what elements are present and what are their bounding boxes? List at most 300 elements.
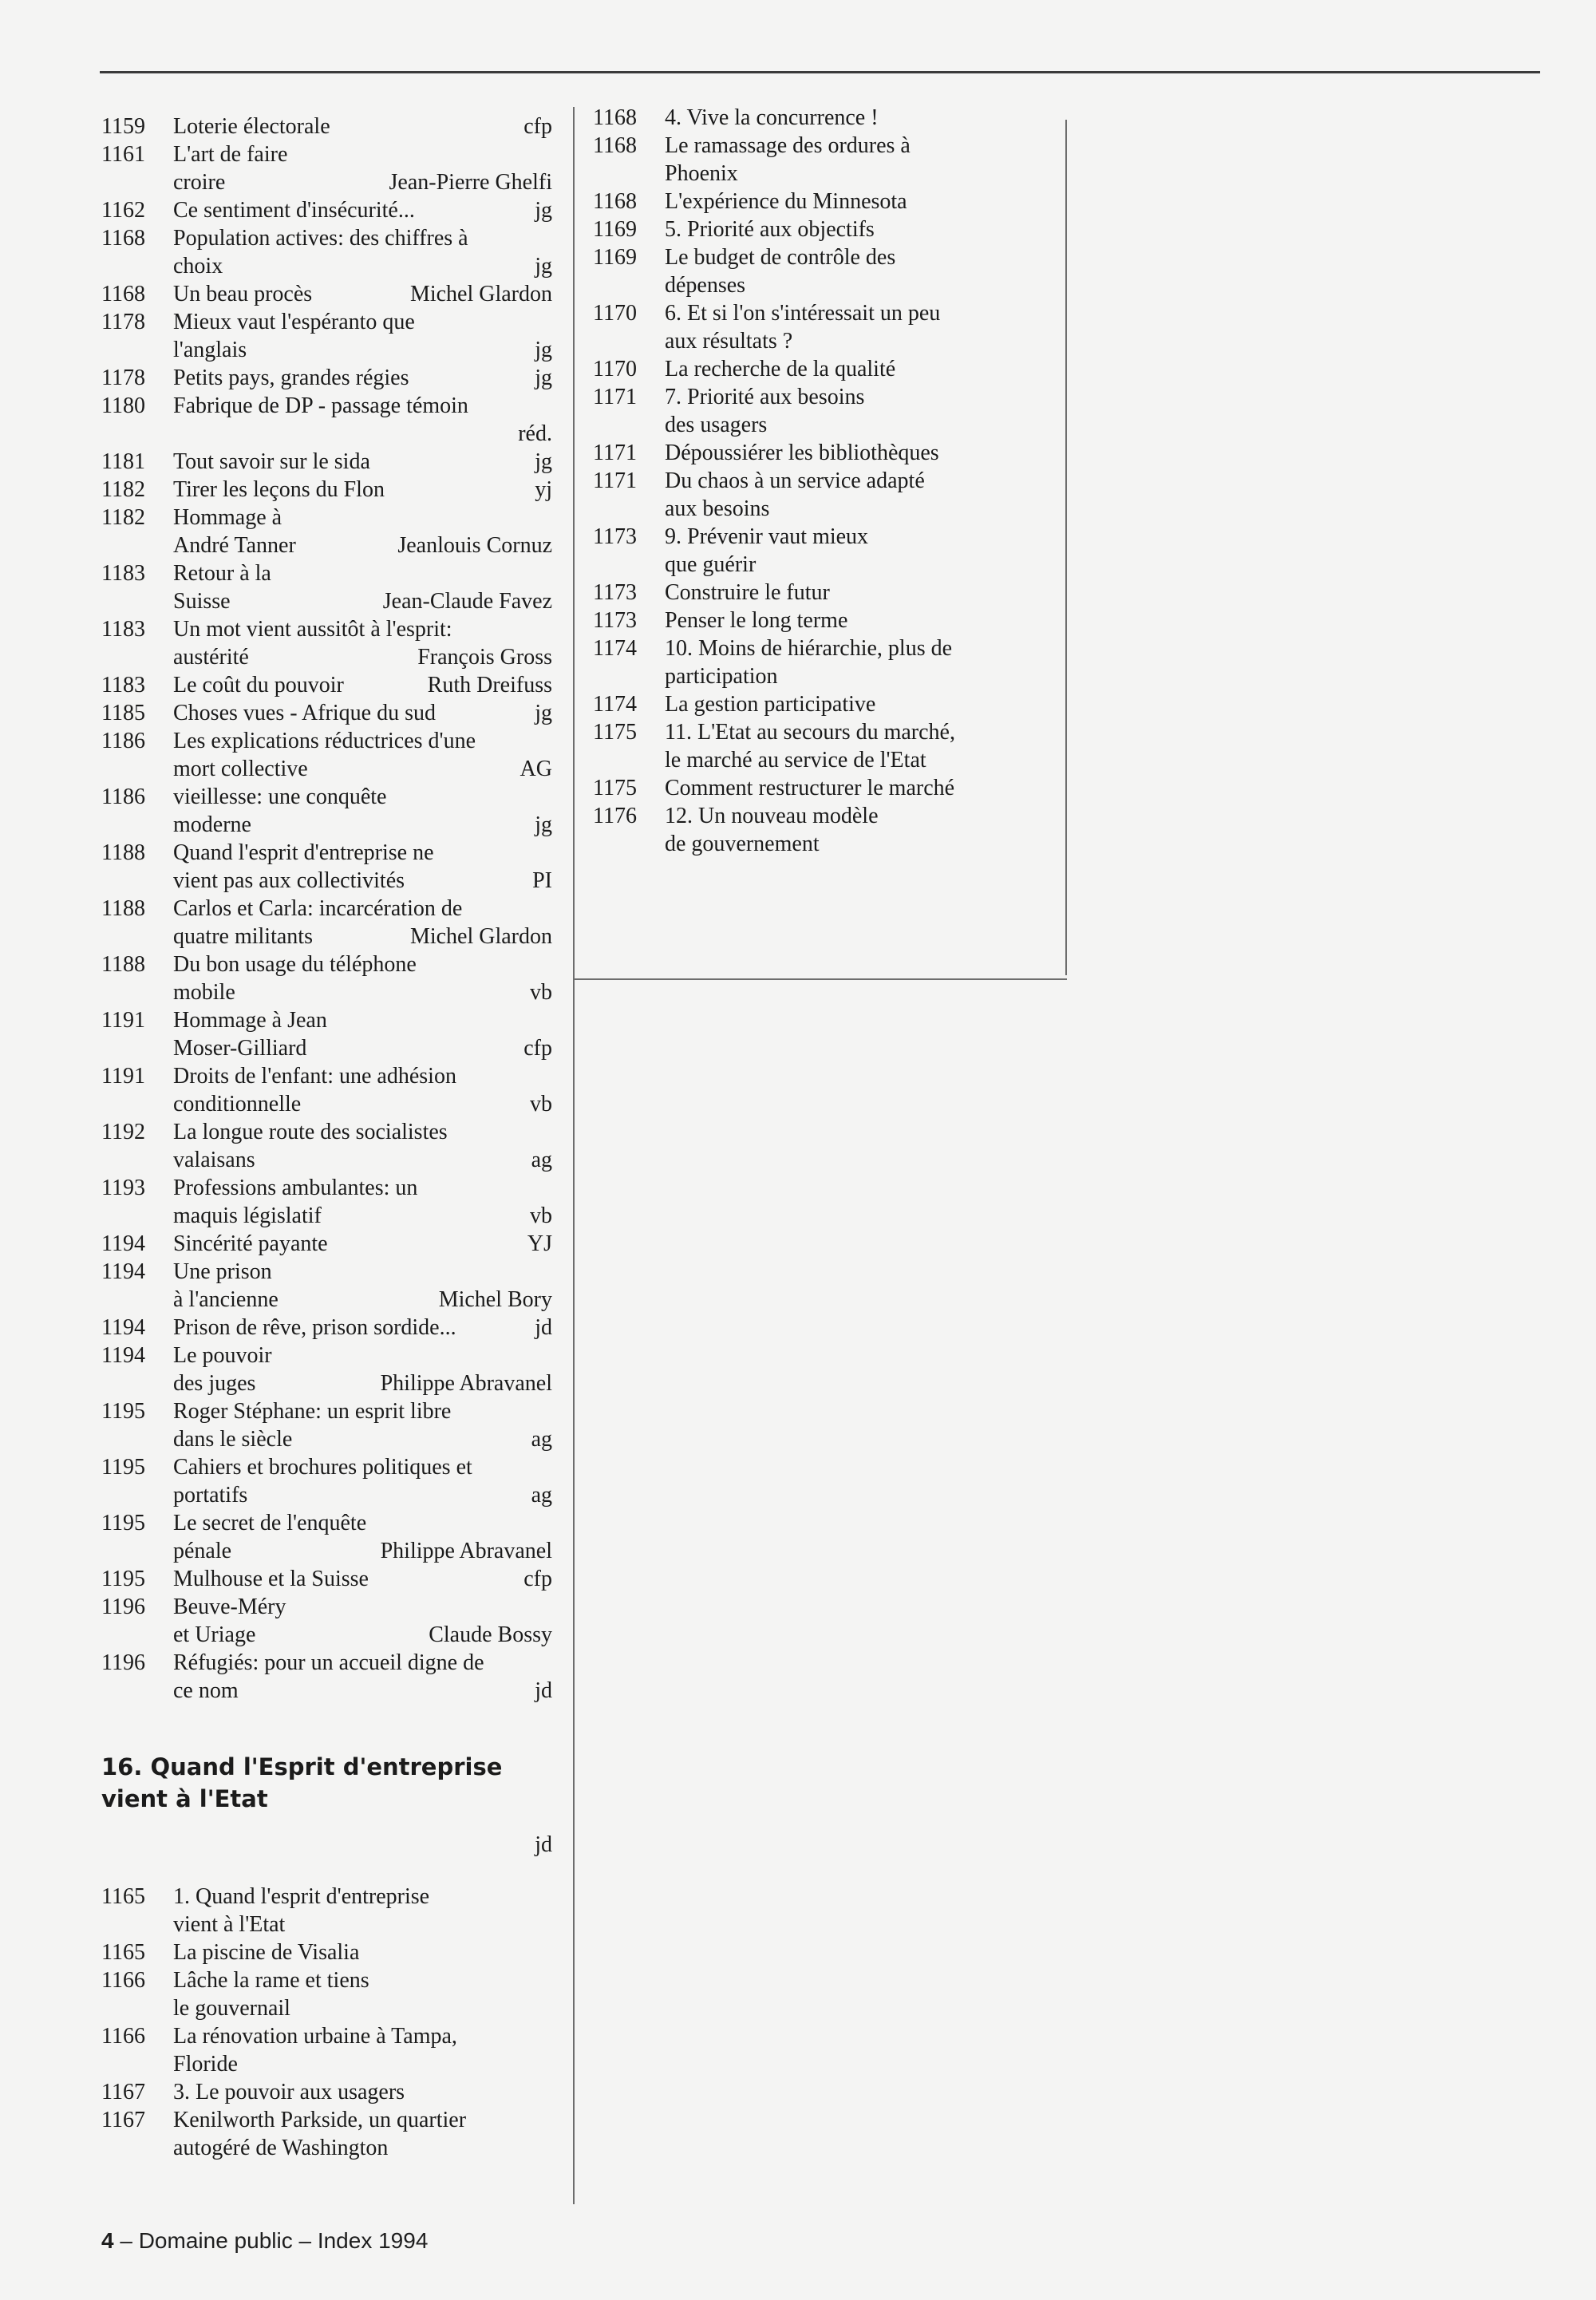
entry-text (173, 140, 552, 196)
entry-text (173, 280, 552, 308)
issue-number: 1171 (593, 385, 637, 409)
article-author: Ruth Dreifuss (427, 673, 552, 698)
article-author: François Gross (417, 645, 552, 670)
index-entry (101, 113, 552, 140)
entry-line (173, 420, 552, 448)
issue-number: 1191 (101, 1064, 145, 1089)
entry-line (665, 662, 1044, 690)
issue-number: 1183 (101, 561, 145, 586)
article-title: Mieux vaut l'espéranto que (173, 310, 415, 334)
index-entry (593, 718, 1044, 774)
index-entry (593, 355, 1044, 383)
issue-number: 1174 (593, 636, 637, 661)
article-author: jd (535, 1678, 552, 1703)
article-title: Tout savoir sur le sida (173, 449, 370, 474)
issue-number: 1194 (101, 1259, 145, 1284)
issue-number: 1165 (101, 1884, 145, 1909)
article-author: vb (530, 980, 552, 1005)
entry-line (665, 355, 1044, 383)
entry-line (665, 271, 1044, 299)
issue-number: 1167 (101, 2080, 145, 2104)
section-author: jd (535, 1832, 552, 1857)
entry-line (173, 699, 552, 727)
article-title: Suisse (173, 589, 231, 614)
issue-number: 1180 (101, 393, 145, 418)
article-title: Construire le futur (665, 580, 830, 605)
article-author: vb (530, 1203, 552, 1228)
issue-number: 1188 (101, 840, 145, 865)
article-title: Population actives: des chiffres à (173, 226, 468, 251)
box-bottom-rule (575, 978, 1067, 980)
section-index-list (101, 1883, 552, 2162)
article-title: Hommage à (173, 505, 282, 530)
entry-line (173, 811, 552, 839)
entry-text (173, 950, 552, 1006)
issue-number: 1185 (101, 701, 145, 725)
entry-line (665, 802, 1044, 830)
index-entry (101, 224, 552, 280)
issue-number: 1181 (101, 449, 145, 474)
index-entry (593, 579, 1044, 607)
article-title: autogéré de Washington (173, 2136, 389, 2160)
issue-number: 1161 (101, 142, 145, 167)
article-author: cfp (523, 1567, 552, 1591)
entry-text (173, 727, 552, 783)
entry-text (173, 1118, 552, 1174)
entry-line (173, 727, 552, 755)
index-entry (101, 2106, 552, 2162)
entry-line (173, 1994, 552, 2022)
issue-number: 1168 (593, 189, 637, 214)
index-entry (101, 364, 552, 392)
issue-number: 1171 (593, 441, 637, 465)
entry-line (173, 643, 552, 671)
article-author: jg (535, 366, 552, 390)
index-entry (101, 783, 552, 839)
article-author: AG (519, 757, 552, 781)
article-title: vient à l'Etat (173, 1912, 286, 1937)
article-title: Du bon usage du téléphone (173, 952, 417, 977)
index-entry (101, 1397, 552, 1453)
article-title: vient pas aux collectivités (173, 868, 405, 893)
article-title: mort collective (173, 757, 308, 781)
index-list-continued (593, 104, 1044, 858)
entry-line (665, 634, 1044, 662)
article-title: vieillesse: une conquête (173, 784, 387, 809)
entry-line (665, 607, 1044, 634)
article-title: Un mot vient aussitôt à l'esprit: (173, 617, 452, 642)
index-entry (101, 1314, 552, 1342)
article-title: La gestion participative (665, 692, 876, 717)
entry-text (173, 1593, 552, 1649)
issue-number: 1168 (593, 133, 637, 158)
issue-number: 1175 (593, 720, 637, 745)
entry-line (665, 523, 1044, 551)
entry-line (173, 2106, 552, 2134)
entry-text (665, 607, 1044, 634)
index-entry (101, 448, 552, 476)
index-entry (101, 1118, 552, 1174)
article-author: jg (535, 254, 552, 279)
entry-text (173, 2078, 552, 2106)
index-entry (593, 215, 1044, 243)
index-entry (101, 2078, 552, 2106)
entry-line (173, 1565, 552, 1593)
entry-line (173, 140, 552, 168)
article-author: cfp (523, 114, 552, 139)
article-title: conditionnelle (173, 1092, 302, 1116)
article-title: 3. Le pouvoir aux usagers (173, 2080, 405, 2104)
index-entry (101, 1453, 552, 1509)
entry-line (665, 774, 1044, 802)
issue-number: 1171 (593, 468, 637, 493)
entry-text (173, 1230, 552, 1258)
article-title: participation (665, 664, 778, 689)
issue-number: 1170 (593, 301, 637, 326)
entry-line (665, 718, 1044, 746)
entry-line (173, 1118, 552, 1146)
entry-line (173, 1537, 552, 1565)
index-entry (593, 774, 1044, 802)
article-title: des juges (173, 1371, 256, 1396)
index-entry (593, 383, 1044, 439)
entry-line (665, 411, 1044, 439)
issue-number: 1170 (593, 357, 637, 381)
entry-line (665, 551, 1044, 579)
entry-line (173, 2078, 552, 2106)
entry-line (665, 746, 1044, 774)
section-title: 16. Quand l'Esprit d'entreprise vient à l'Etat (101, 1753, 503, 1812)
entry-line (173, 1911, 552, 1938)
index-entry (593, 299, 1044, 355)
entry-line (173, 1174, 552, 1202)
article-title: 9. Prévenir vaut mieux (665, 524, 869, 549)
index-entry (101, 476, 552, 504)
entry-line (173, 1649, 552, 1677)
index-entry (593, 802, 1044, 858)
entry-line (173, 168, 552, 196)
article-title: Le ramassage des ordures à (665, 133, 911, 158)
article-title: dépenses (665, 273, 746, 298)
issue-number: 1178 (101, 366, 145, 390)
entry-text (173, 1174, 552, 1230)
article-title: Mulhouse et la Suisse (173, 1567, 369, 1591)
entry-line (173, 364, 552, 392)
index-entry (101, 2022, 552, 2078)
issue-number: 1188 (101, 896, 145, 921)
index-entry (101, 1174, 552, 1230)
article-author: réd. (518, 421, 552, 446)
index-entry (101, 1509, 552, 1565)
entry-line (173, 950, 552, 978)
issue-number: 1186 (101, 784, 145, 809)
entry-text (173, 1397, 552, 1453)
index-entry (101, 839, 552, 895)
entry-line (173, 1453, 552, 1481)
index-entry (593, 132, 1044, 188)
issue-number: 1176 (593, 804, 637, 828)
index-entry (101, 615, 552, 671)
footer-text: – Domaine public – Index 1994 (113, 2228, 429, 2253)
entry-line (173, 1286, 552, 1314)
entry-text (665, 355, 1044, 383)
article-title: maquis législatif (173, 1203, 322, 1228)
entry-line (173, 504, 552, 532)
article-title: Le coût du pouvoir (173, 673, 344, 698)
entry-line (173, 671, 552, 699)
article-title: 7. Priorité aux besoins (665, 385, 865, 409)
entry-text (665, 215, 1044, 243)
entry-line (173, 615, 552, 643)
entry-line (665, 383, 1044, 411)
entry-line (665, 160, 1044, 188)
article-title: Professions ambulantes: un (173, 1176, 418, 1200)
entry-text (665, 383, 1044, 439)
article-title: Comment restructurer le marché (665, 776, 955, 800)
entry-line (173, 1397, 552, 1425)
index-entry (593, 467, 1044, 523)
issue-number: 1195 (101, 1511, 145, 1535)
article-title: à l'ancienne (173, 1287, 279, 1312)
article-title: quatre militants (173, 924, 313, 949)
issue-number: 1169 (593, 245, 637, 270)
entry-text (173, 1966, 552, 2022)
entry-line (173, 1062, 552, 1090)
article-title: Loterie électorale (173, 114, 330, 139)
entry-text (173, 671, 552, 699)
index-entry (101, 699, 552, 727)
article-title: Roger Stéphane: un esprit libre (173, 1399, 452, 1424)
article-title: 1. Quand l'esprit d'entreprise (173, 1884, 430, 1909)
article-author: Philippe Abravanel (380, 1539, 552, 1563)
entry-line (665, 104, 1044, 132)
article-title: 6. Et si l'on s'intéressait un peu (665, 301, 941, 326)
entry-line (173, 1621, 552, 1649)
entry-line (173, 783, 552, 811)
index-entry (101, 1565, 552, 1593)
index-entry (101, 1062, 552, 1118)
article-title: Phoenix (665, 161, 738, 186)
index-entry (101, 140, 552, 196)
issue-number: 1191 (101, 1008, 145, 1033)
index-entry (101, 1593, 552, 1649)
entry-text (173, 1342, 552, 1397)
entry-line (173, 1230, 552, 1258)
article-author: jg (535, 198, 552, 223)
index-entry (101, 895, 552, 950)
entry-line (173, 1006, 552, 1034)
article-title: Les explications réductrices d'une (173, 729, 476, 753)
entry-text (173, 1258, 552, 1314)
index-entry (593, 243, 1044, 299)
article-author: Jean-Claude Favez (382, 589, 552, 614)
index-entry (101, 671, 552, 699)
issue-number: 1182 (101, 477, 145, 502)
article-title: Hommage à Jean (173, 1008, 327, 1033)
article-title: que guérir (665, 552, 757, 577)
entry-text (665, 690, 1044, 718)
index-entry (101, 392, 552, 448)
entry-text (173, 2106, 552, 2162)
issue-number: 1173 (593, 524, 637, 549)
article-author: Michel Bory (438, 1287, 552, 1312)
entry-text (665, 774, 1044, 802)
entry-line (173, 476, 552, 504)
entry-line (173, 1425, 552, 1453)
article-author: jg (535, 812, 552, 837)
article-title: 10. Moins de hiérarchie, plus de (665, 636, 953, 661)
entry-line (173, 224, 552, 252)
entry-text (173, 504, 552, 559)
index-entry (101, 196, 552, 224)
entry-line (173, 392, 552, 420)
issue-number: 1173 (593, 608, 637, 633)
index-entry (101, 1938, 552, 1966)
entry-text (173, 783, 552, 839)
right-column-divider (1065, 120, 1067, 975)
entry-text (173, 308, 552, 364)
issue-number: 1193 (101, 1176, 145, 1200)
entry-text (173, 392, 552, 448)
article-title: La longue route des socialistes (173, 1120, 448, 1144)
article-title: André Tanner (173, 533, 296, 558)
entry-line (173, 978, 552, 1006)
article-title: Quand l'esprit d'entreprise ne (173, 840, 434, 865)
issue-number: 1168 (101, 282, 145, 306)
article-title: 11. L'Etat au secours du marché, (665, 720, 955, 745)
article-title: Réfugiés: pour un accueil digne de (173, 1650, 484, 1675)
article-title: Cahiers et brochures politiques et (173, 1455, 472, 1480)
article-author: PI (532, 868, 552, 893)
index-entry (101, 1258, 552, 1314)
entry-text (173, 448, 552, 476)
article-title: dans le siècle (173, 1427, 293, 1452)
entry-line (173, 1677, 552, 1705)
entry-line (173, 532, 552, 559)
entry-text (173, 839, 552, 895)
entry-text (173, 615, 552, 671)
issue-number: 1178 (101, 310, 145, 334)
entry-line (173, 587, 552, 615)
entry-text (173, 559, 552, 615)
entry-line (665, 243, 1044, 271)
article-title: austérité (173, 645, 249, 670)
entry-text (665, 467, 1044, 523)
index-entry (593, 607, 1044, 634)
entry-line (173, 1146, 552, 1174)
entry-text (665, 579, 1044, 607)
article-title: moderne (173, 812, 251, 837)
entry-line (173, 839, 552, 867)
entry-line (173, 1258, 552, 1286)
left-column (101, 113, 552, 2162)
issue-number: 1166 (101, 2024, 145, 2049)
entry-line (173, 1342, 552, 1369)
entry-text (173, 476, 552, 504)
index-entry (101, 1649, 552, 1705)
entry-line (173, 755, 552, 783)
article-title: Un beau procès (173, 282, 313, 306)
issue-number: 1162 (101, 198, 145, 223)
entry-line (173, 1509, 552, 1537)
entry-text (173, 2022, 552, 2078)
issue-number: 1168 (593, 105, 637, 130)
entry-line (173, 1314, 552, 1342)
index-entry (101, 280, 552, 308)
entry-line (665, 299, 1044, 327)
entry-text (665, 439, 1044, 467)
article-author: vb (530, 1092, 552, 1116)
entry-text (173, 1314, 552, 1342)
entry-line (173, 252, 552, 280)
article-author: jg (535, 701, 552, 725)
entry-line (173, 448, 552, 476)
entry-line (665, 188, 1044, 215)
article-author: YJ (527, 1231, 552, 1256)
entry-line (173, 1883, 552, 1911)
entry-text (173, 364, 552, 392)
article-author: ag (531, 1427, 552, 1452)
entry-text (665, 718, 1044, 774)
article-title: le marché au service de l'Etat (665, 748, 926, 773)
article-title: Tirer les leçons du Flon (173, 477, 385, 502)
issue-number: 1159 (101, 114, 145, 139)
index-entry (101, 1966, 552, 2022)
article-title: Du chaos à un service adapté (665, 468, 925, 493)
entry-line (173, 1369, 552, 1397)
article-author: Michel Glardon (409, 282, 552, 306)
entry-line (173, 196, 552, 224)
article-title: Choses vues - Afrique du sud (173, 701, 436, 725)
article-author: jg (535, 338, 552, 362)
entry-text (173, 196, 552, 224)
issue-number: 1174 (593, 692, 637, 717)
article-title: La recherche de la qualité (665, 357, 896, 381)
article-title: choix (173, 254, 223, 279)
index-entry (101, 504, 552, 559)
issue-number: 1168 (101, 226, 145, 251)
article-title: L'art de faire (173, 142, 288, 167)
article-title: La piscine de Visalia (173, 1940, 360, 1965)
index-entry (101, 1342, 552, 1397)
article-title: Carlos et Carla: incarcération de (173, 896, 463, 921)
entry-text (665, 802, 1044, 858)
article-title: Droits de l'enfant: une adhésion (173, 1064, 456, 1089)
index-entry (593, 104, 1044, 132)
article-title: pénale (173, 1539, 232, 1563)
index-entry (101, 950, 552, 1006)
issue-number: 1183 (101, 617, 145, 642)
entry-text (173, 1453, 552, 1509)
article-title: l'anglais (173, 338, 247, 362)
entry-line (665, 132, 1044, 160)
entry-text (665, 523, 1044, 579)
entry-line (665, 327, 1044, 355)
index-entry (593, 523, 1044, 579)
entry-line (173, 1202, 552, 1230)
article-title: Kenilworth Parkside, un quartier (173, 2108, 467, 2132)
article-title: croire (173, 170, 226, 195)
page-footer (101, 2228, 428, 2254)
issue-number: 1195 (101, 1567, 145, 1591)
index-entry (101, 727, 552, 783)
article-title: le gouvernail (173, 1996, 290, 2021)
entry-line (173, 1090, 552, 1118)
article-title: Le pouvoir (173, 1343, 272, 1368)
entry-line (665, 439, 1044, 467)
entry-line (173, 1481, 552, 1509)
entry-line (173, 895, 552, 923)
